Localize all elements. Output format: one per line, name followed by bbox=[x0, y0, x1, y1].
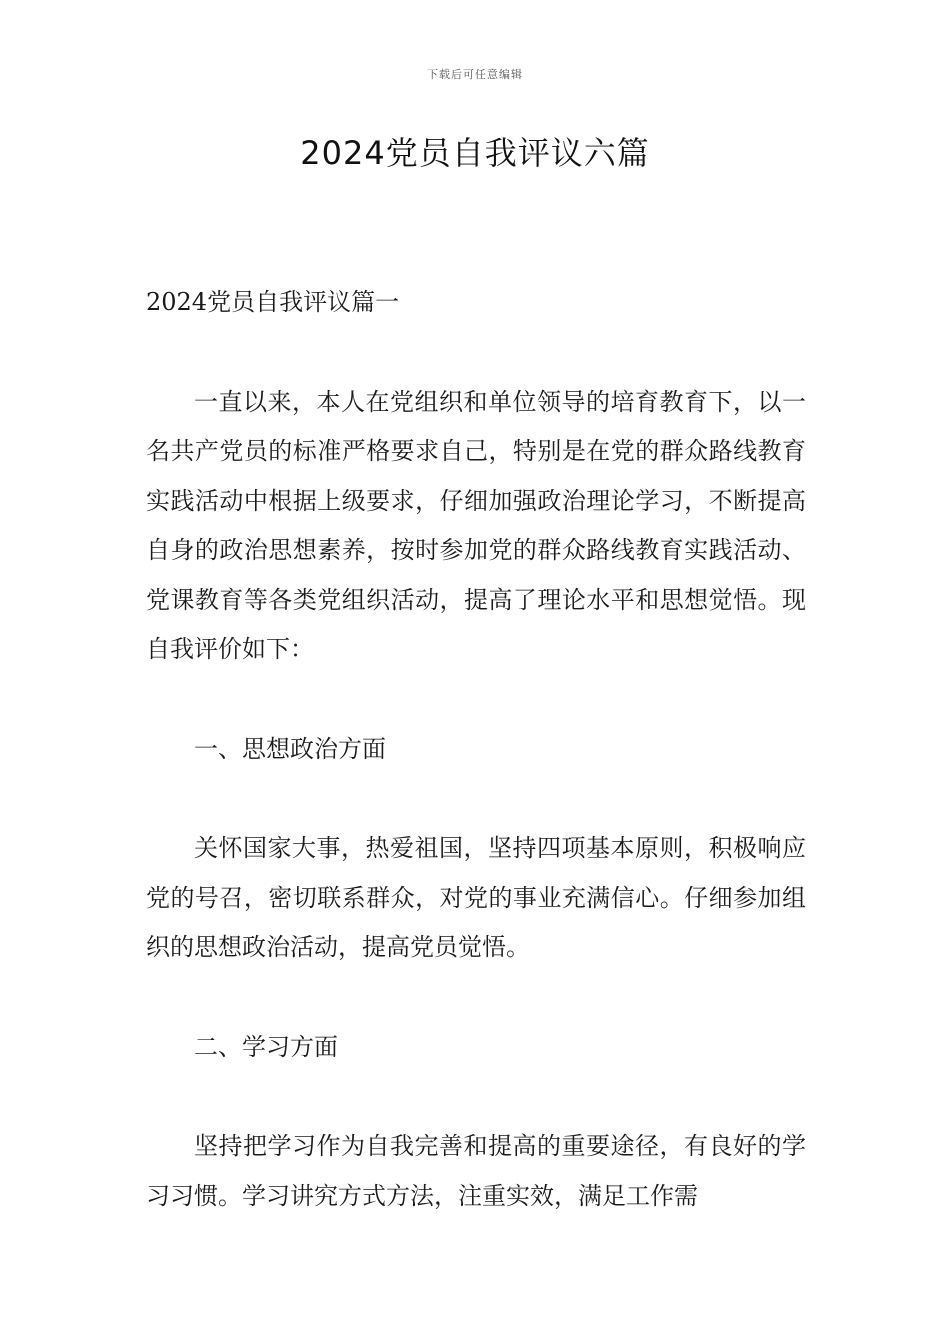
document-body bbox=[146, 278, 806, 1271]
study-paragraph: 坚持把学习作为自我完善和提高的重要途径，有良好的学习习惯。学习讲究方式方法，注重实效，满足工作需 bbox=[146, 1132, 806, 1210]
intro-paragraph: 一直以来，本人在党组织和单位领导的培育教育下，以一名共产党员的标准严格要求自己，特别是在党的群众路线教育实践活动中根据上级要求，仔细加强政治理论学习，不断提高自身的政治思想素养，按时参加党的群众路线教育实践活动、党课教育等各类党组织活动，提高了理论水平和思想觉悟。现自我评价如下： bbox=[146, 387, 806, 663]
document-title: 2024党员自我评议六篇 bbox=[300, 134, 650, 172]
header-note: 下载后可任意编辑 bbox=[427, 68, 523, 81]
section-title: 2024党员自我评议篇一 bbox=[146, 288, 400, 316]
politics-paragraph: 关怀国家大事，热爱祖国，坚持四项基本原则，积极响应党的号召，密切联系群众，对党的事业充满信心。仔细参加组织的思想政治活动，提高党员觉悟。 bbox=[146, 834, 806, 961]
heading-study: 二、学习方面 bbox=[194, 1032, 338, 1061]
heading-politics: 一、思想政治方面 bbox=[194, 734, 386, 763]
